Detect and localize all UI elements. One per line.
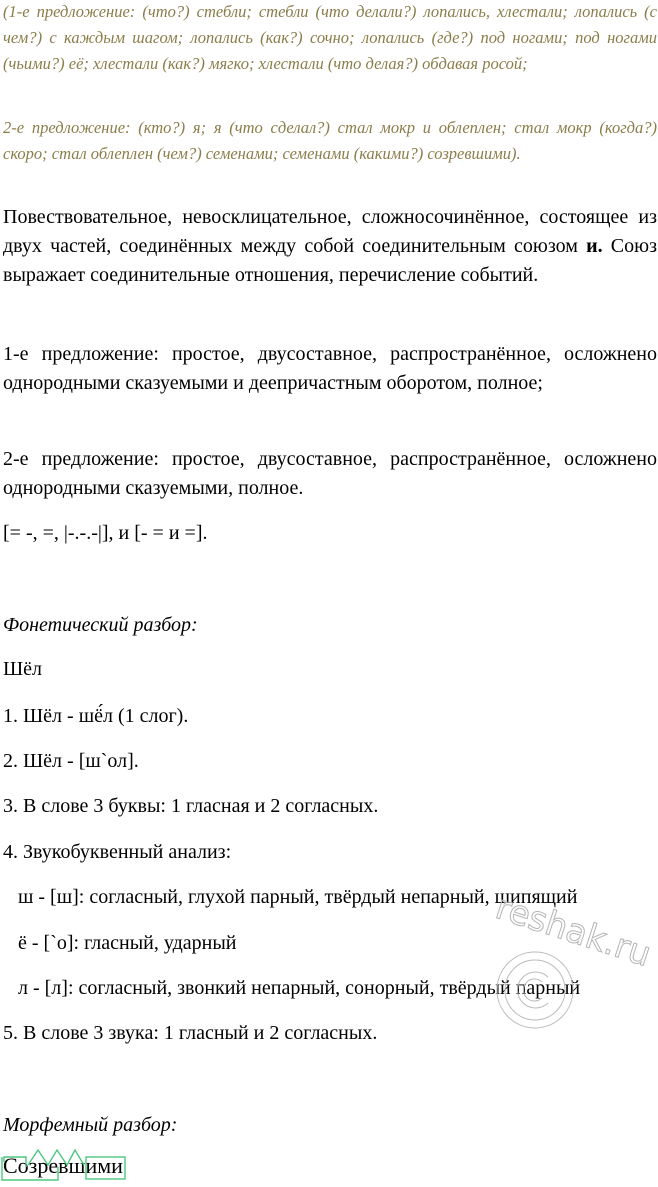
sentence-scheme: [= -, =, |-.-.-|], и [- = и =]. xyxy=(3,522,208,544)
sentence-1-questions: (1-е предложение: (что?) стебли; стебли (что делали?) лопались, хлестали; лопались (с чем?) с каждым шагом; лопались (как?) сочно; лопались (где?) под ногами; под ногами (чьими?) её; хлестали (как?) мягко; хлестали (что делая?) обдавая росой; xyxy=(3,2,657,73)
phonetic-item-2: 2. Шёл - [ш`ол]. xyxy=(3,750,139,772)
part-1-characteristics: 1-е предложение: простое, двусоставное, распространённое, осложнено однородными сказуемыми и деепричастным оборотом, полное; xyxy=(3,343,657,394)
syntax-sentence-2 xyxy=(3,115,657,167)
phonetic-word: Шёл xyxy=(3,658,43,680)
sound-analysis-row: ш - [ш]: согласный, глухой парный, твёрдый непарный, шипящий xyxy=(18,886,578,908)
sound-analysis-row: л - [л]: согласный, звонкий непарный, сонорный, твёрдый парный xyxy=(18,977,581,999)
sentence-characteristics xyxy=(3,203,657,290)
morphemic-heading: Морфемный разбор: xyxy=(3,1114,178,1136)
sentence-2-questions: 2-е предложение: (кто?) я; я (что сделал?) стал мокр и облеплен; стал мокр (когда?) скоро; стал облеплен (чем?) семенами; семенами (какими?) созревшими). xyxy=(3,118,657,163)
sound-analysis-row: ё - [`о]: гласный, ударный xyxy=(18,932,237,954)
morphemic-word: Созревшими xyxy=(3,1153,123,1178)
phonetic-item-5: 5. В слове 3 звука: 1 гласный и 2 согласных. xyxy=(3,1022,378,1044)
phonetic-heading: Фонетический разбор: xyxy=(3,614,198,636)
characteristics-text-start: Повествовательное, невосклицательное, сложносочинённое, состоящее из двух частей, соединённых между собой соединительным союзом xyxy=(3,206,657,257)
conjunction-bold: и. xyxy=(586,235,603,257)
phonetic-item-4: 4. Звукобуквенный анализ: xyxy=(3,841,232,863)
characteristics-text-end: Союз выражает соединительные отношения, перечисление событий. xyxy=(3,235,657,286)
part-2-characteristics: 2-е предложение: простое, двусоставное, распространённое, осложнено однородными сказуемыми, полное. xyxy=(3,448,657,499)
svg-text:reshak.ru: reshak.ru xyxy=(490,887,656,975)
syntax-sentence-1 xyxy=(3,0,657,77)
phonetic-item-1: 1. Шёл - шё́л (1 слог). xyxy=(3,705,189,727)
phonetic-item-3: 3. В слове 3 буквы: 1 гласная и 2 согласных. xyxy=(3,795,379,817)
